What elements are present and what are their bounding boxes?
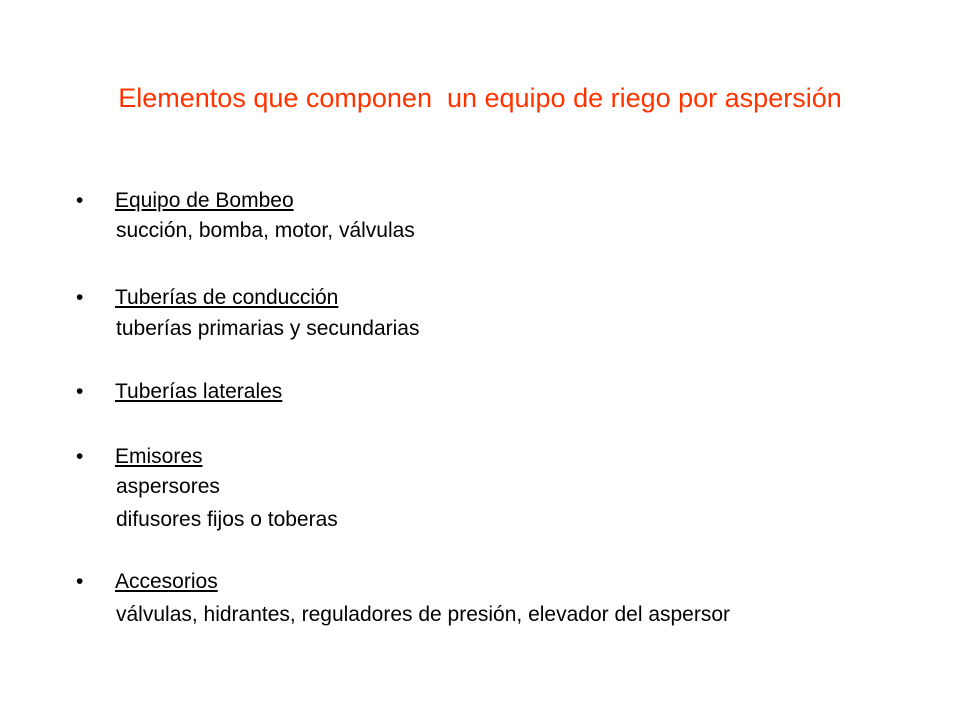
item-detail: válvulas, hidrantes, reguladores de presión, elevador del aspersor bbox=[116, 603, 731, 626]
item-heading: Tuberías de conducción bbox=[115, 286, 339, 309]
item-heading: Tuberías laterales bbox=[115, 380, 283, 403]
item-detail: difusores fijos o toberas bbox=[116, 508, 338, 531]
item-detail: succión, bomba, motor, válvulas bbox=[116, 219, 415, 242]
item-heading: Emisores bbox=[115, 445, 203, 468]
item-heading: Accesorios bbox=[115, 570, 218, 593]
bullet-icon: • bbox=[76, 286, 84, 309]
bullet-icon: • bbox=[76, 189, 84, 212]
bullet-icon: • bbox=[76, 380, 84, 403]
bullet-icon: • bbox=[76, 445, 84, 468]
item-detail: tuberías primarias y secundarias bbox=[116, 317, 420, 340]
bullet-icon: • bbox=[76, 570, 84, 593]
item-detail: aspersores bbox=[116, 475, 220, 498]
item-heading: Equipo de Bombeo bbox=[115, 189, 294, 212]
slide-title: Elementos que componen un equipo de riego por aspersión bbox=[118, 83, 842, 113]
